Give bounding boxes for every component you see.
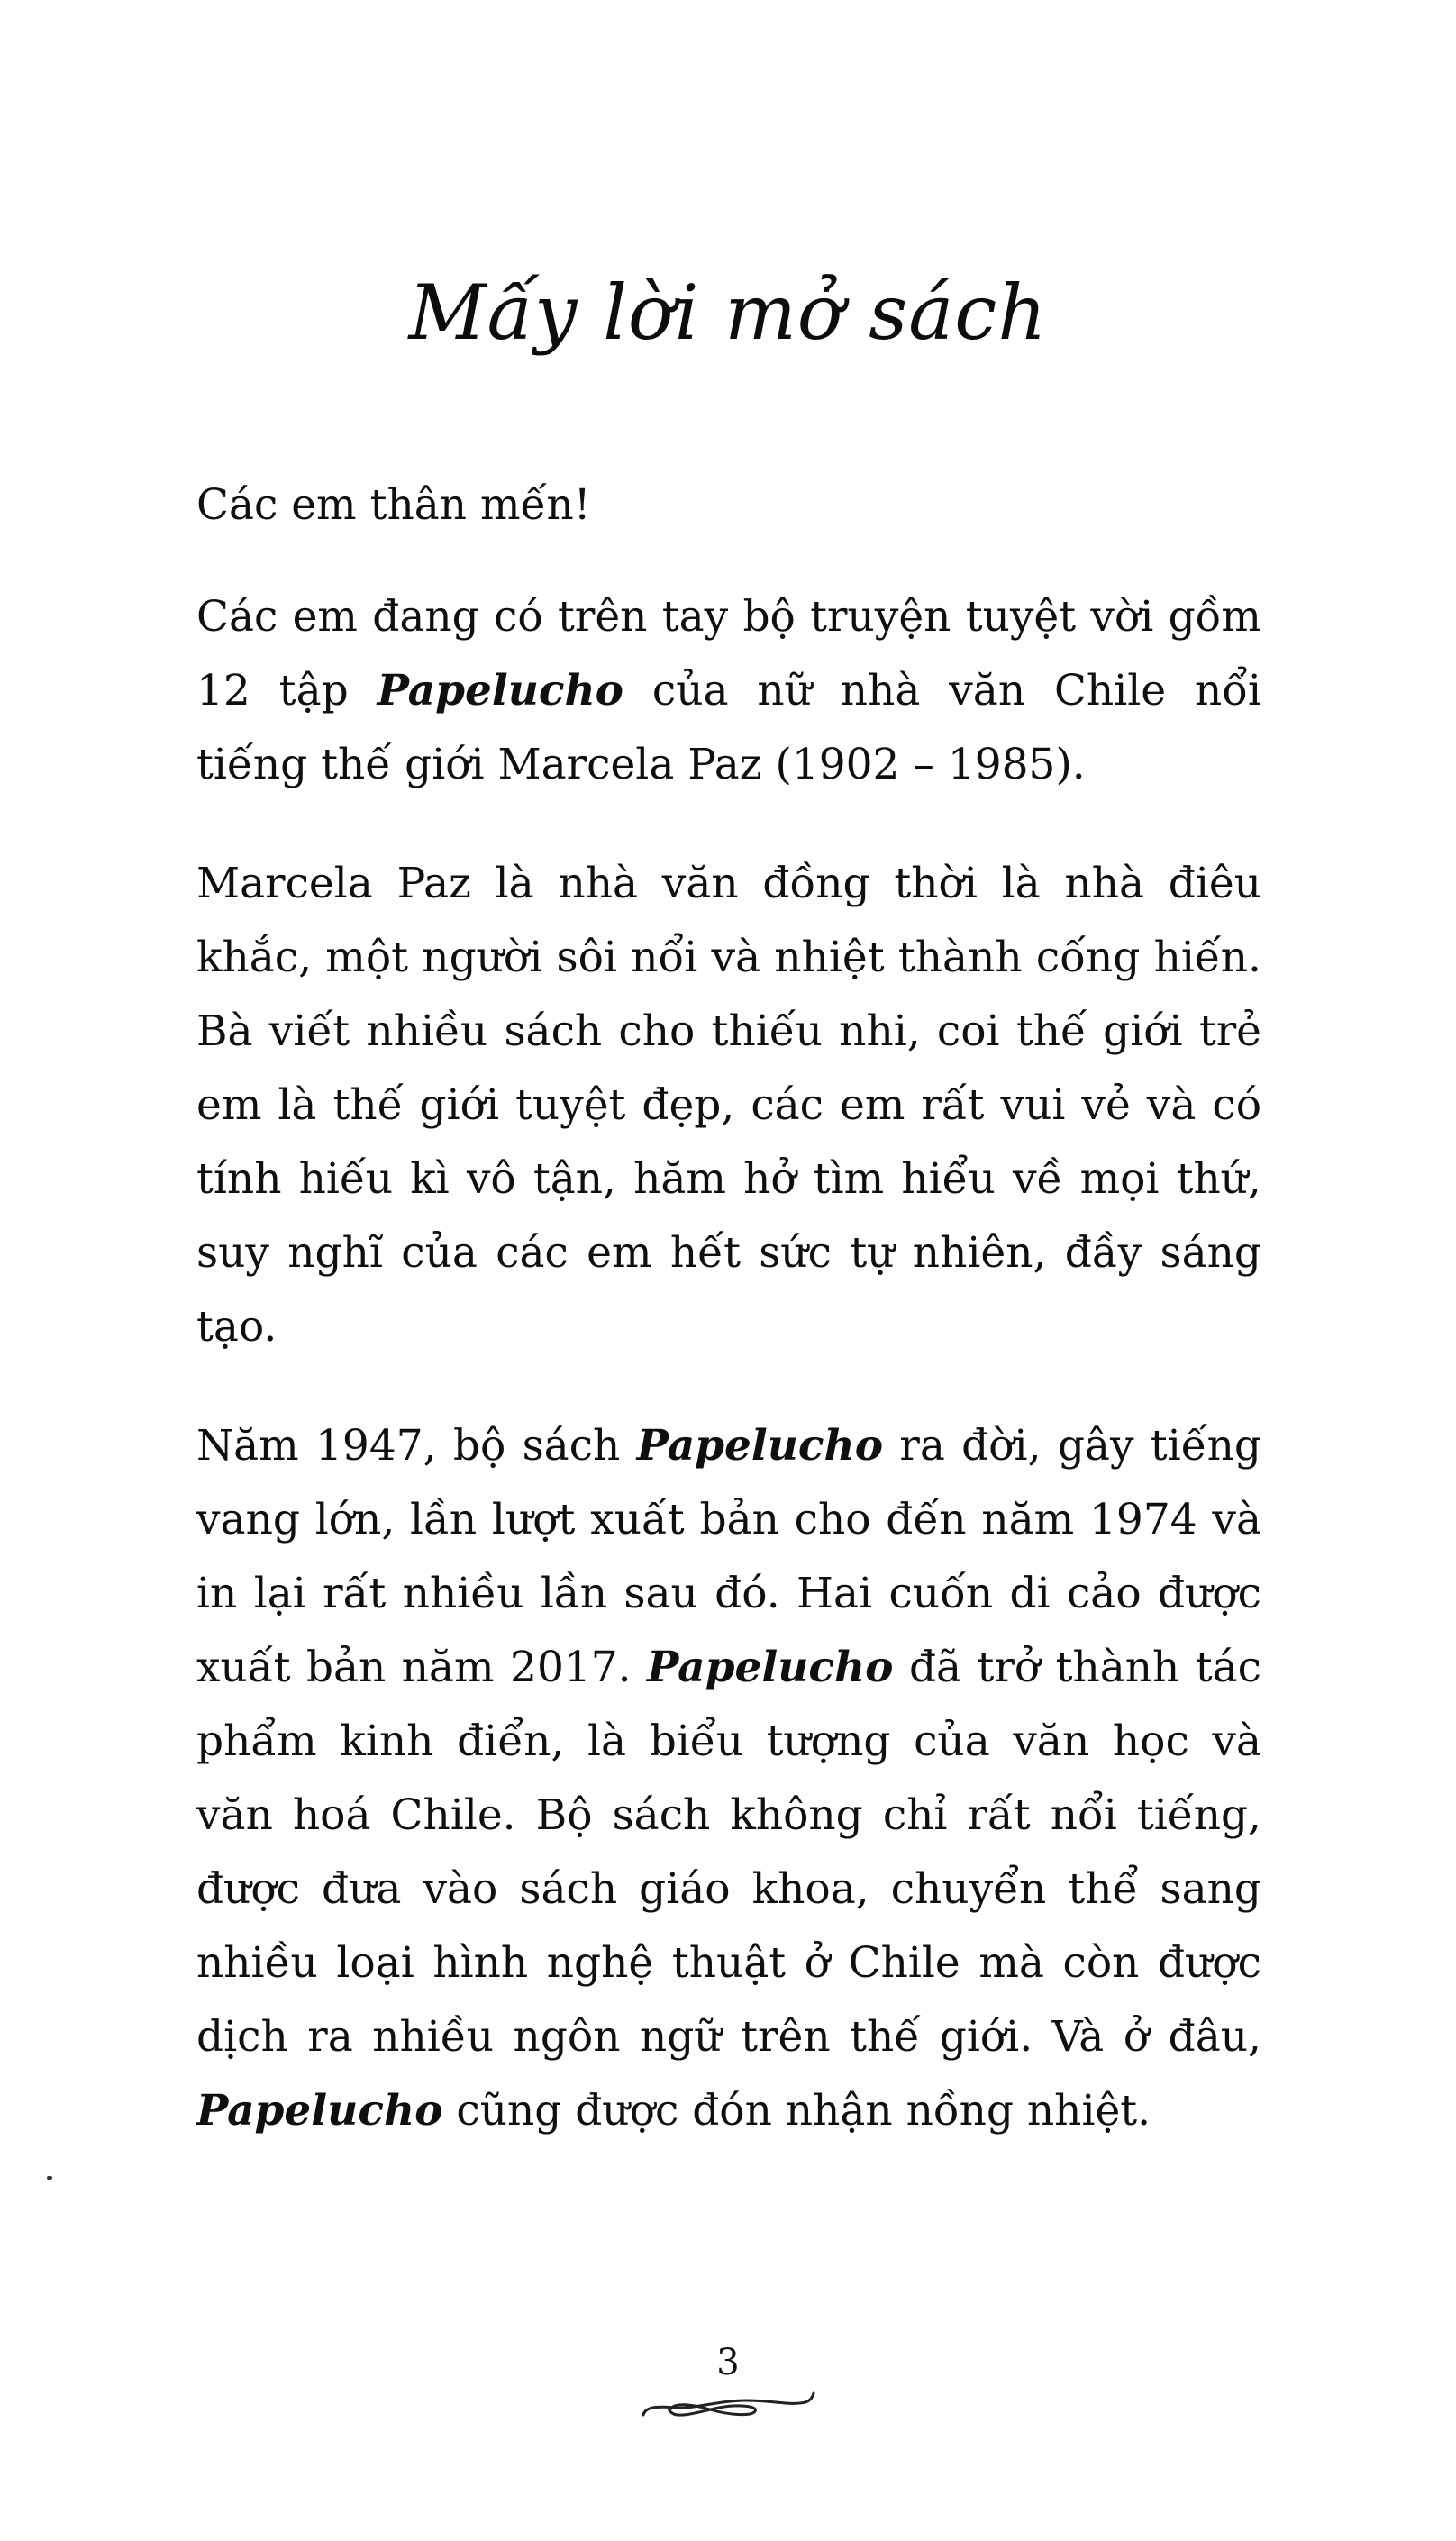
text-segment: Marcela Paz là nhà văn đồng thời là nhà điêu khắc, một người sôi nổi và nhiệt thành cống hiến. Bà viết nhiều sách cho thiếu nhi, coi thế giới trẻ em là thế giới tuyệt đẹp, các em rất vui vẻ và có tính hiếu kì vô tận, hăm hở tìm hiểu về mọi thứ, suy nghĩ của các em hết sức tự nhiên, đầy sáng tạo.	[196, 859, 1261, 1352]
text-segment: ra đời, gây tiếng vang lớn, lần lượt xuất bản cho đến năm 1974 và in lại rất nhiều lần sau đó. Hai cuốn di cảo được xuất bản năm 2017.	[196, 1421, 1261, 1692]
page-title: Mấy lời mở sách	[408, 269, 1048, 357]
text-segment: của nữ nhà văn Chile nổi tiếng thế giới Marcela Paz (1902 – 1985).	[196, 666, 1261, 789]
paragraph-salutation	[196, 469, 1261, 542]
text-segment: cũng được đón nhận nồng nhiệt.	[442, 2086, 1151, 2136]
paragraph-intro	[196, 580, 1261, 802]
page-footer	[0, 2341, 1456, 2424]
paragraph-author	[196, 847, 1261, 1364]
text-segment: đã trở thành tác phẩm kinh điển, là biểu tượng của văn học và văn hoá Chile. Bộ sách không chỉ rất nổi tiếng, được đưa vào sách giáo khoa, chuyển thể sang nhiều loại hình nghệ thuật ở Chile mà còn được dịch ra nhiều ngôn ngữ trên thế giới. Và ở đâu,	[196, 1643, 1262, 2062]
book-title-papelucho: Papelucho	[636, 1421, 884, 1471]
text-segment: Năm 1947, bộ sách	[196, 1421, 637, 1471]
book-title-papelucho: Papelucho	[377, 666, 624, 715]
page-number: 3	[716, 2342, 740, 2383]
flourish-ornament-icon	[638, 2388, 818, 2424]
book-title-papelucho: Papelucho	[196, 2086, 443, 2136]
paragraph-history	[196, 1409, 1261, 2148]
text-segment: Các em đang có trên tay bộ truyện tuyệt vời gồm 12 tập	[196, 592, 1261, 715]
print-speck	[47, 2176, 52, 2180]
body-text	[196, 469, 1261, 2193]
book-title-papelucho: Papelucho	[647, 1643, 894, 1692]
salutation-text: Các em thân mến!	[196, 480, 591, 530]
